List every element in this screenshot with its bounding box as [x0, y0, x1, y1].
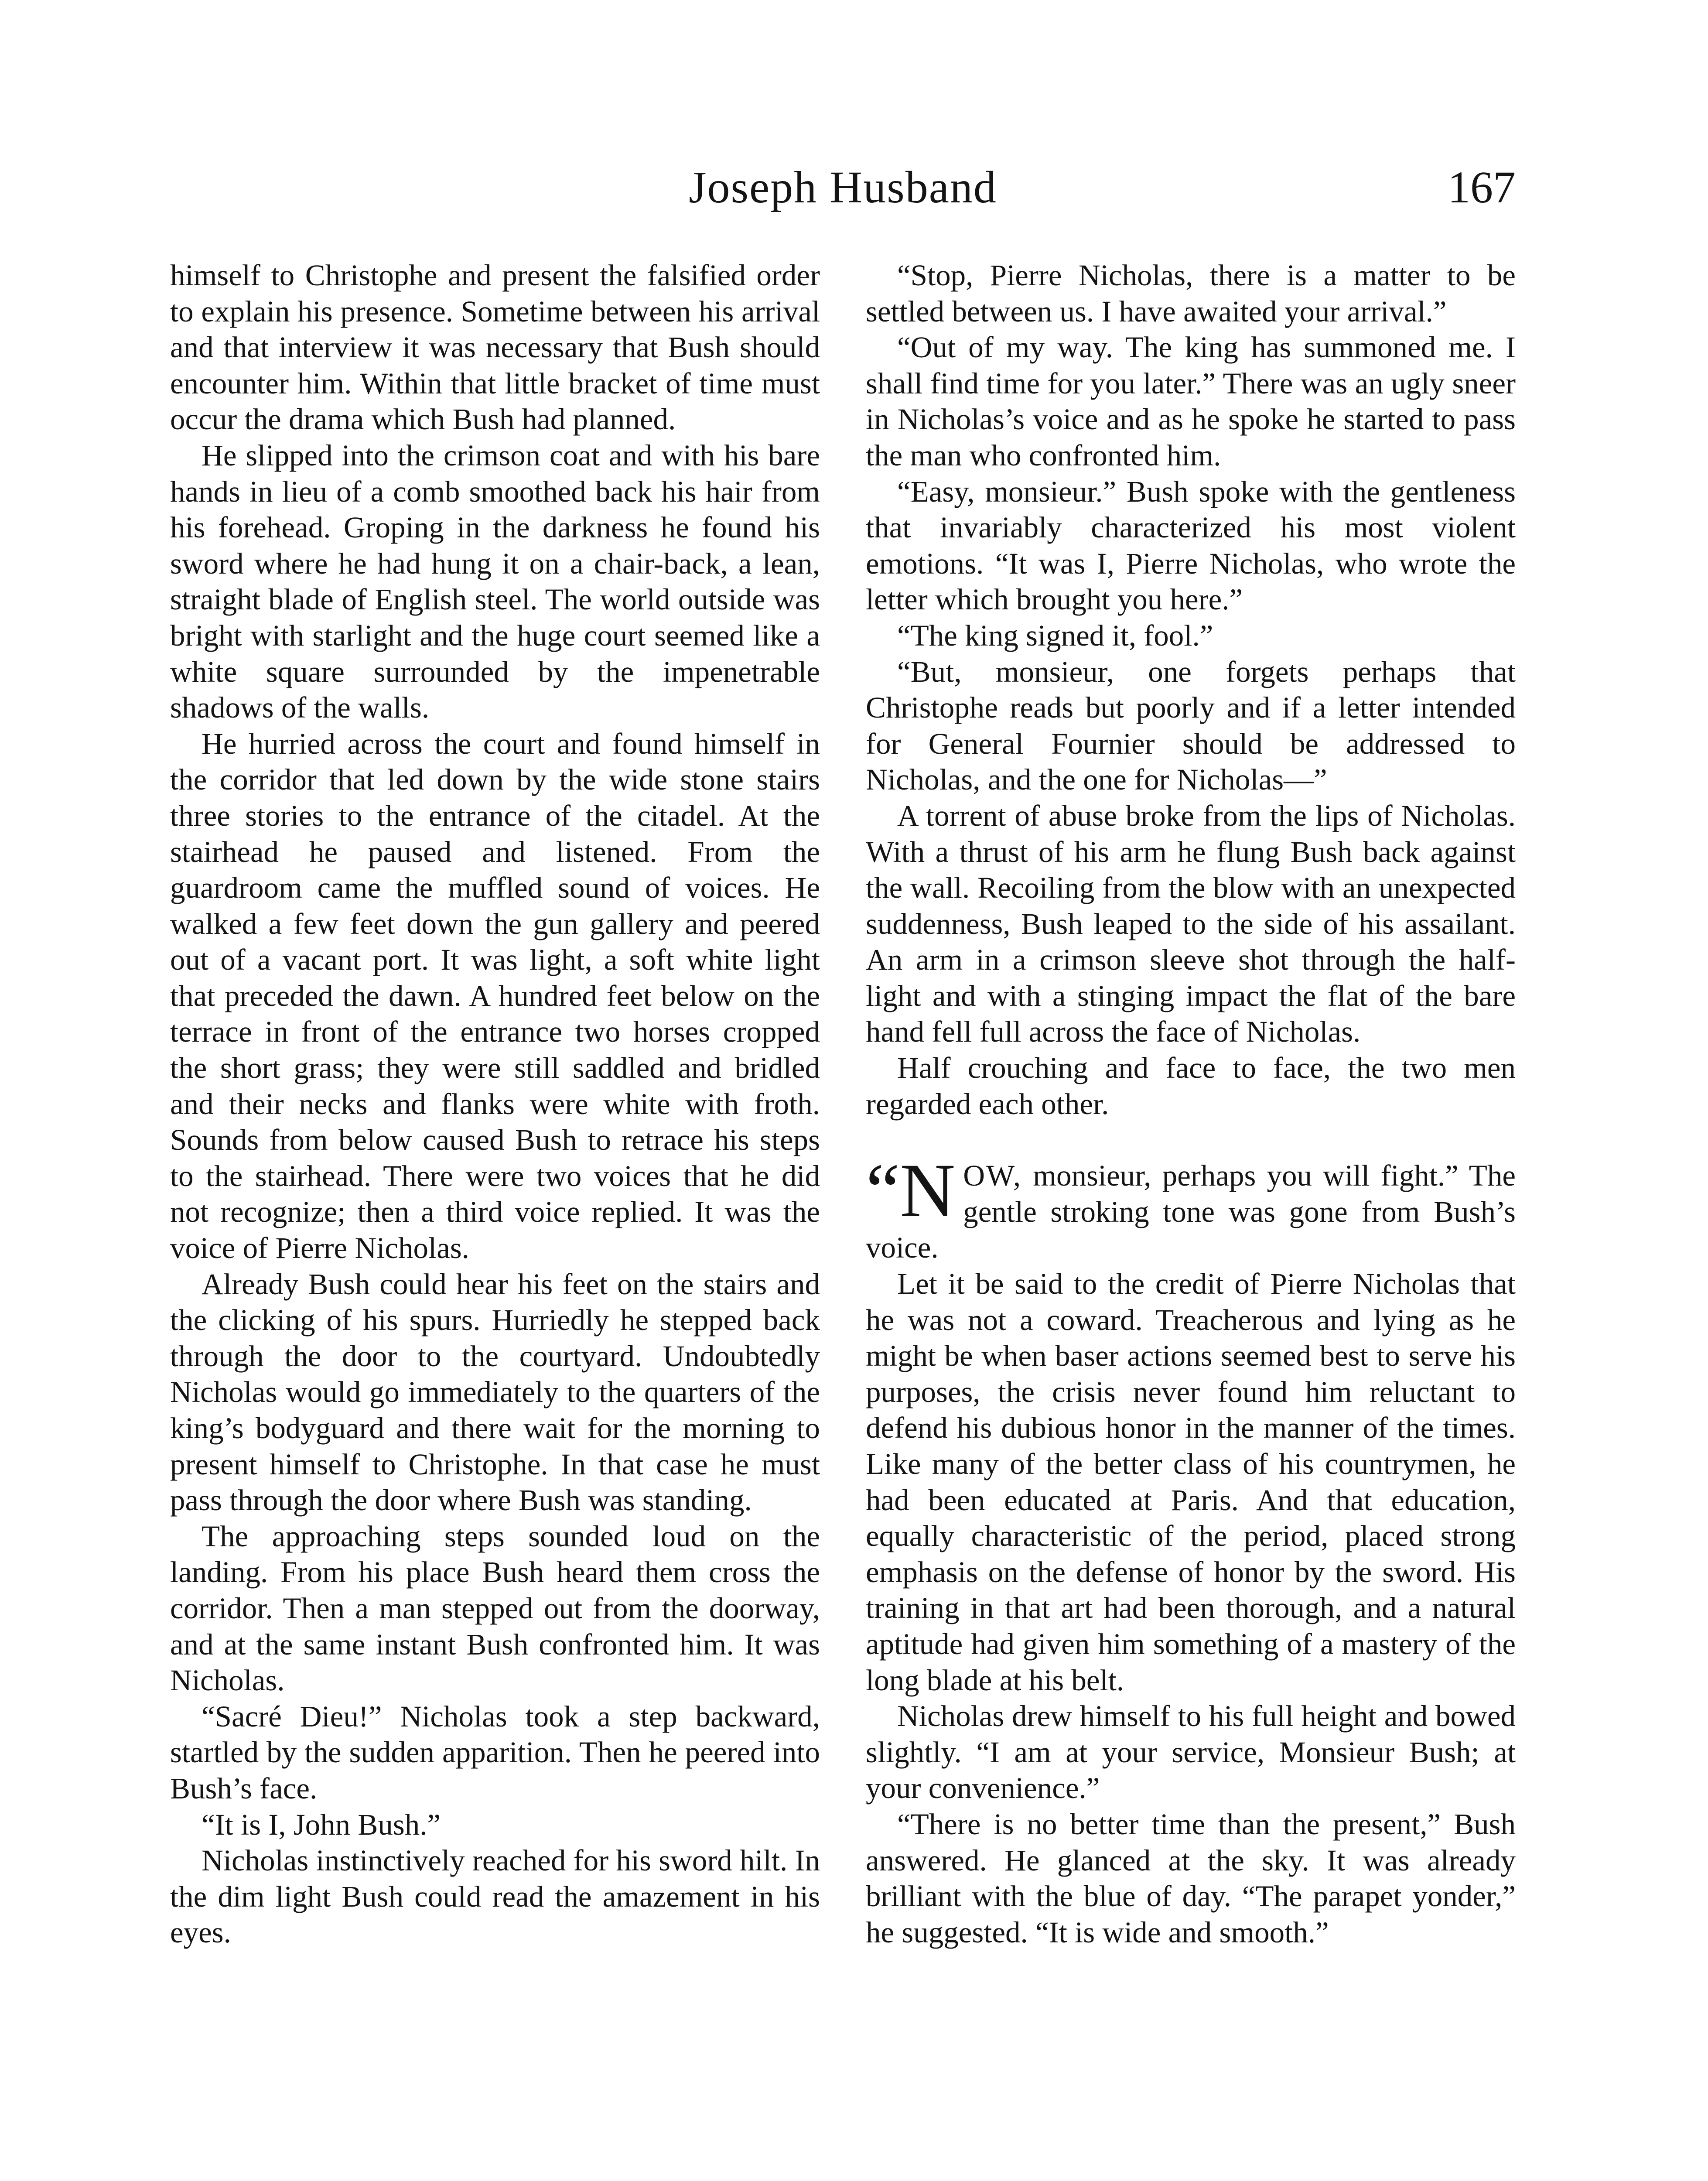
drop-cap: [866, 1148, 956, 1234]
paragraph: “It is I, John Bush.”: [202, 1808, 441, 1841]
paragraph: A torrent of abuse broke from the lips of Nicholas. With a thrust of his arm he flung Bush back against the wall. Recoiling from the blow with an unexpected suddenness, Bush leaped to the side of his assailant. An arm in a crimson sleeve shot through the half-light and with a stinging impact the flat of the bare hand fell full across the face of Nicholas.: [866, 799, 1516, 1049]
paragraph: “Stop, Pierre Nicholas, there is a matter to be settled between us. I have awaited your arrival.”: [866, 259, 1516, 328]
section-open-word: OW,: [963, 1159, 1022, 1193]
paragraph: himself to Christophe and present the falsified order to explain his presence. Sometime between his arrival and that interview it was necessary that Bush should encounter him. Within that little bracket of time must occur the drama which Bush had planned.: [170, 259, 820, 436]
paragraph: He hurried across the court and found himself in the corridor that led down by the wide stone stairs three stories to the entrance of the citadel. At the stairhead he paused and listened. From the guardroom came the muffled sound of voices. He walked a few feet down the gun gallery and peered out of a vacant port. It was light, a soft white light that preceded the dawn. A hundred feet below on the terrace in front of the entrance two horses cropped the short grass; they were still saddled and bridled and their necks and flanks were white with froth. Sounds from below caused Bush to retrace his steps to the stairhead. There were two voices that he did not recognize; then a third voice replied. It was the voice of Pierre Nicholas.: [170, 727, 820, 1265]
paragraph: Nicholas drew himself to his full height and bowed slightly. “I am at your service, Monsieur Bush; at your convenience.”: [866, 1699, 1516, 1805]
paragraph: “Out of my way. The king has summoned me. I shall find time for you later.” There was an ugly sneer in Nicholas’s voice and as he spoke he started to pass the man who confronted him.: [866, 331, 1516, 472]
section-opening-paragraph: [866, 1148, 1516, 1266]
paragraph: Let it be said to the credit of Pierre Nicholas that he was not a coward. Treacherous and lying as he might be when baser actions seemed best to serve his purposes, the crisis never found him reluctant to defend his dubious honor in the manner of the times. Like many of the better class of his countrymen, he had been educated at Paris. And that education, equally characteristic of the period, placed strong emphasis on the defense of honor by the sword. His training in that art had been thorough, and a natural aptitude had given him something of a mastery of the long blade at his belt.: [866, 1267, 1516, 1697]
page-header: [170, 157, 1516, 218]
paragraph: “Sacré Dieu!” Nicholas took a step backward, startled by the sudden apparition. Then he peered into Bush’s face.: [170, 1699, 820, 1805]
drop-cap-letter: N: [900, 1148, 956, 1234]
paragraph: Half crouching and face to face, the two men regarded each other.: [866, 1051, 1516, 1121]
drop-cap-quote: “: [866, 1148, 900, 1234]
paragraph: Already Bush could hear his feet on the stairs and the clicking of his spurs. Hurriedly he stepped back through the door to the courtyard. Undoubtedly Nicholas would go immediately to the quarters of the king’s bodyguard and there wait for the morning to present himself to Christophe. In that case he must pass through the door where Bush was standing.: [170, 1267, 820, 1517]
running-title: Joseph Husband: [689, 162, 997, 212]
paragraph: “There is no better time than the present,” Bush answered. He glanced at the sky. It was already brilliant with the blue of day. “The parapet yonder,” he suggested. “It is wide and smooth.”: [866, 1807, 1516, 1949]
paragraph: He slipped into the crimson coat and with his bare hands in lieu of a comb smoothed back his hair from his forehead. Groping in the darkness he found his sword where he had hung it on a chair-back, a lean, straight blade of English steel. The world outside was bright with starlight and the huge court seemed like a white square surrounded by the impenetrable shadows of the walls.: [170, 438, 820, 725]
paragraph: “Easy, monsieur.” Bush spoke with the gentleness that invariably characterized his most violent emotions. “It was I, Pierre Nicholas, who wrote the letter which brought you here.”: [866, 475, 1516, 616]
page-number: 167: [1448, 162, 1516, 212]
paragraph: “But, monsieur, one forgets perhaps that Christophe reads but poorly and if a letter intended for General Fournier should be addressed to Nicholas, and the one for Nicholas—”: [866, 655, 1516, 797]
paragraph-text: monsieur, perhaps you will fight.” The gentle stroking tone was gone from Bush’s voice.: [866, 1159, 1516, 1265]
paragraph: Nicholas instinctively reached for his sword hilt. In the dim light Bush could read the amazement in his eyes.: [170, 1844, 820, 1949]
paragraph: “The king signed it, fool.”: [897, 619, 1213, 652]
left-column: [170, 257, 820, 1951]
right-column: [866, 257, 1516, 1950]
paragraph: The approaching steps sounded loud on the landing. From his place Bush heard them cross the corridor. Then a man stepped out from the doorway, and at the same instant Bush confronted him. It was Nicholas.: [170, 1519, 820, 1697]
